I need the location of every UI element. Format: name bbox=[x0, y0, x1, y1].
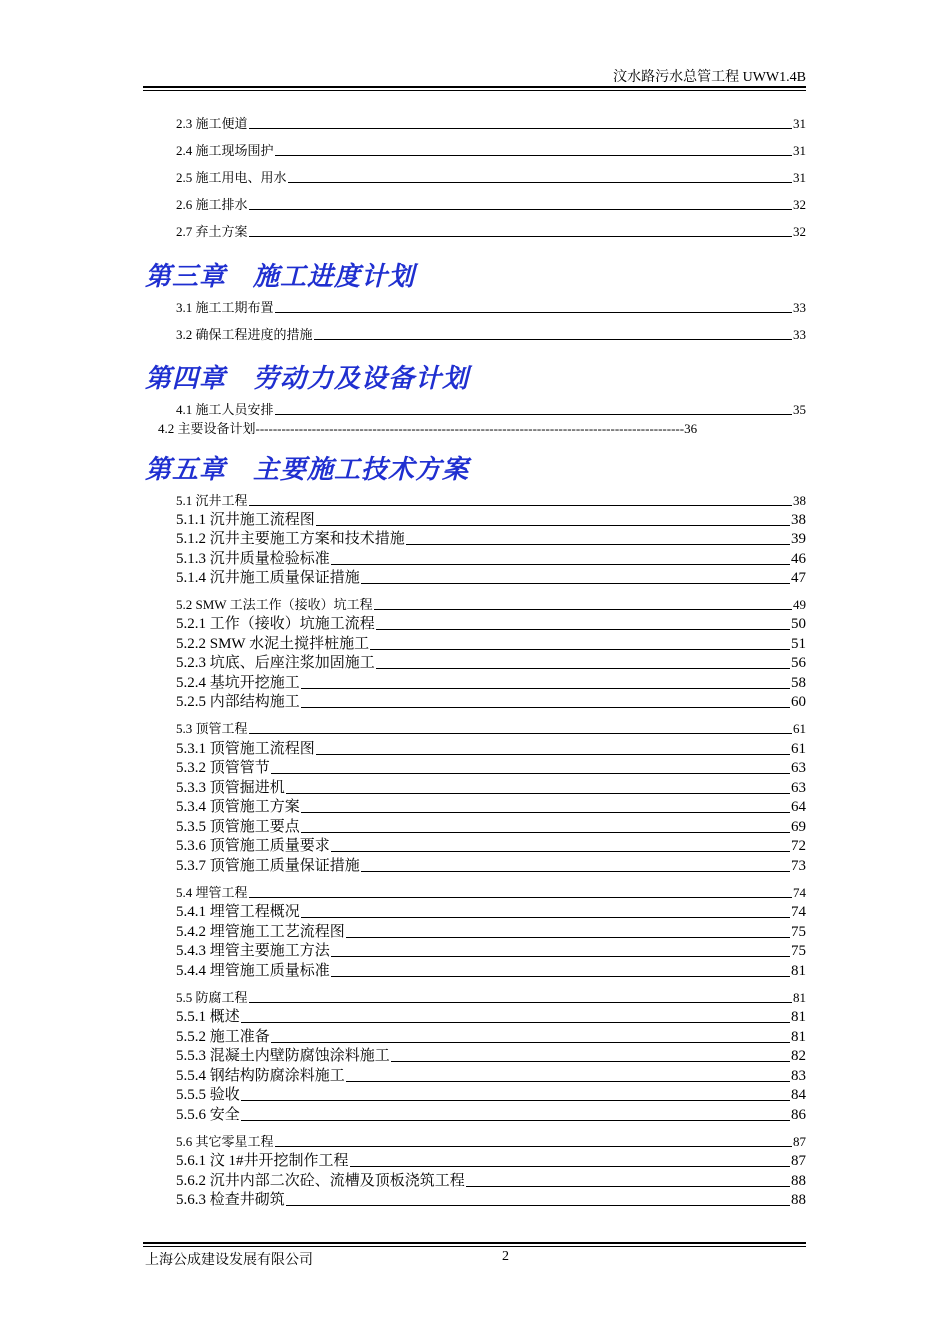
toc-entry-label: 3.1 施工工期布置 bbox=[176, 300, 274, 315]
toc-entry-label: 5.3 顶管工程 bbox=[176, 721, 248, 736]
toc-entry-label: 5.2.4 基坑开挖施工 bbox=[176, 675, 300, 691]
toc-leader-line bbox=[314, 339, 792, 340]
toc-entry-page: 81 bbox=[791, 963, 806, 979]
toc-entry[interactable] bbox=[176, 1106, 806, 1124]
toc-entry[interactable] bbox=[176, 300, 806, 316]
toc-entry[interactable] bbox=[176, 615, 806, 633]
toc-entry[interactable] bbox=[176, 1152, 806, 1170]
toc-entry[interactable] bbox=[176, 798, 806, 816]
toc-leader-line bbox=[331, 564, 790, 565]
toc-entry-label: 5.5.3 混凝土内壁防腐蚀涂料施工 bbox=[176, 1048, 390, 1064]
toc-leader-line bbox=[316, 525, 790, 526]
toc-entry-label: 5.5 防腐工程 bbox=[176, 990, 248, 1005]
toc-entry-label: 5.4.1 埋管工程概况 bbox=[176, 904, 300, 920]
footer-company: 上海公成建设发展有限公司 bbox=[145, 1253, 313, 1268]
toc-entry-page: 61 bbox=[793, 721, 806, 736]
toc-leader-line bbox=[466, 1186, 790, 1187]
toc-entry[interactable] bbox=[176, 1067, 806, 1085]
toc-leader-line bbox=[376, 629, 790, 630]
header-title: 汶水路污水总管工程 UWW1.4B bbox=[613, 70, 806, 85]
toc-leader-line bbox=[275, 155, 792, 156]
toc-entry[interactable] bbox=[176, 857, 806, 875]
toc-entry-page: 75 bbox=[791, 943, 806, 959]
toc-entry-label: 5.1.1 沉井施工流程图 bbox=[176, 512, 315, 528]
toc-leader-line bbox=[249, 897, 792, 898]
toc-leader-line bbox=[275, 1146, 792, 1147]
toc-entry[interactable] bbox=[176, 1134, 806, 1150]
toc-leader-line bbox=[249, 1002, 792, 1003]
toc-entry[interactable] bbox=[176, 224, 806, 240]
toc-entry[interactable] bbox=[176, 903, 806, 921]
toc-entry[interactable] bbox=[176, 693, 806, 711]
toc-entry[interactable] bbox=[176, 143, 806, 159]
toc-entry-page: 74 bbox=[791, 904, 806, 920]
toc-entry-page: 74 bbox=[793, 885, 806, 900]
toc-entry[interactable] bbox=[176, 654, 806, 672]
toc-entry-4-2: 4.2 主要设备计划---------------------------------------------------------------------------------------------------36 bbox=[158, 421, 698, 436]
toc-entry-page: 69 bbox=[791, 819, 806, 835]
toc-entry[interactable] bbox=[176, 569, 806, 587]
toc-entry-page: 87 bbox=[793, 1134, 806, 1149]
toc-entry-page: 83 bbox=[791, 1068, 806, 1084]
footer-rule bbox=[143, 1242, 806, 1244]
toc-entry[interactable] bbox=[176, 818, 806, 836]
toc-leader-line bbox=[271, 1042, 790, 1043]
toc-entry[interactable] bbox=[176, 779, 806, 797]
toc-entry-label: 5.4 埋管工程 bbox=[176, 885, 248, 900]
toc-entry-label: 5.6.1 汶 1#井开挖制作工程 bbox=[176, 1153, 349, 1169]
toc-entry[interactable] bbox=[176, 635, 806, 653]
toc-leader-line bbox=[241, 1120, 790, 1121]
toc-entry-page: 38 bbox=[793, 493, 806, 508]
chapter-3-heading: 第三章 施工进度计划 bbox=[145, 262, 416, 292]
chapter-4-heading: 第四章 劳动力及设备计划 bbox=[145, 364, 470, 394]
toc-entry[interactable] bbox=[176, 1086, 806, 1104]
toc-leader-line bbox=[301, 812, 790, 813]
toc-entry[interactable] bbox=[176, 1047, 806, 1065]
toc-entry-page: 38 bbox=[791, 512, 806, 528]
toc-entry[interactable] bbox=[176, 674, 806, 692]
toc-entry-label: 4.1 施工人员安排 bbox=[176, 402, 274, 417]
toc-entry-label: 5.6 其它零星工程 bbox=[176, 1134, 274, 1149]
toc-entry-label: 5.2.5 内部结构施工 bbox=[176, 694, 300, 710]
toc-entry[interactable] bbox=[176, 923, 806, 941]
toc-leader-line bbox=[331, 976, 790, 977]
toc-leader-line bbox=[249, 505, 792, 506]
toc-leader-line bbox=[361, 583, 790, 584]
toc-entry-label: 5.4.2 埋管施工工艺流程图 bbox=[176, 924, 345, 940]
toc-entry-label: 5.3.5 顶管施工要点 bbox=[176, 819, 300, 835]
toc-leader-line bbox=[249, 209, 792, 210]
toc-leader-line bbox=[288, 182, 792, 183]
toc-entry-page: 88 bbox=[791, 1192, 806, 1208]
toc-entry-page: 87 bbox=[791, 1153, 806, 1169]
toc-leader-line bbox=[301, 832, 790, 833]
toc-entry-label: 2.7 弃土方案 bbox=[176, 224, 248, 239]
toc-entry-label: 5.5.2 施工准备 bbox=[176, 1029, 270, 1045]
toc-entry[interactable] bbox=[176, 170, 806, 186]
toc-leader-line bbox=[241, 1022, 790, 1023]
toc-entry-label: 5.2 SMW 工法工作（接收）坑工程 bbox=[176, 597, 373, 612]
toc-entry[interactable] bbox=[176, 942, 806, 960]
toc-entry-label: 2.4 施工现场围护 bbox=[176, 143, 274, 158]
toc-entry-label: 5.5.6 安全 bbox=[176, 1107, 240, 1123]
toc-entry[interactable] bbox=[176, 1028, 806, 1046]
toc-leader-line bbox=[374, 609, 792, 610]
toc-entry-page: 81 bbox=[791, 1009, 806, 1025]
toc-entry[interactable] bbox=[176, 116, 806, 132]
toc-entry[interactable] bbox=[176, 740, 806, 758]
toc-entry-label: 5.5.1 概述 bbox=[176, 1009, 240, 1025]
toc-entry-label: 5.5.4 钢结构防腐涂料施工 bbox=[176, 1068, 345, 1084]
toc-leader-line bbox=[241, 1100, 790, 1101]
toc-entry[interactable] bbox=[176, 962, 806, 980]
toc-entry-page: 47 bbox=[791, 570, 806, 586]
toc-entry-label: 5.3.3 顶管掘进机 bbox=[176, 780, 285, 796]
toc-leader-line bbox=[331, 956, 790, 957]
toc-leader-line bbox=[271, 773, 790, 774]
toc-entry-page: 72 bbox=[791, 838, 806, 854]
toc-entry-page: 84 bbox=[791, 1087, 806, 1103]
toc-leader-line bbox=[350, 1166, 790, 1167]
toc-leader-line bbox=[301, 917, 790, 918]
toc-leader-line bbox=[331, 851, 790, 852]
toc-entry-page: 31 bbox=[793, 170, 806, 185]
toc-entry-page: 73 bbox=[791, 858, 806, 874]
toc-entry[interactable] bbox=[176, 1172, 806, 1190]
footer-page-number: 2 bbox=[502, 1249, 509, 1264]
toc-entry-page: 31 bbox=[793, 116, 806, 131]
toc-entry-label: 5.1.3 沉井质量检验标准 bbox=[176, 551, 330, 567]
toc-entry-page: 86 bbox=[791, 1107, 806, 1123]
toc-leader-line bbox=[275, 414, 792, 415]
toc-leader-line bbox=[391, 1061, 790, 1062]
toc-entry[interactable] bbox=[176, 327, 806, 343]
toc-entry-label: 5.2.2 SMW 水泥土搅拌桩施工 bbox=[176, 636, 370, 652]
toc-entry[interactable] bbox=[176, 990, 806, 1006]
toc-entry-page: 51 bbox=[791, 636, 806, 652]
toc-entry-page: 56 bbox=[791, 655, 806, 671]
toc-entry-page: 31 bbox=[793, 143, 806, 158]
toc-entry[interactable] bbox=[176, 511, 806, 529]
toc-entry-label: 5.3.1 顶管施工流程图 bbox=[176, 741, 315, 757]
toc-leader-line bbox=[301, 707, 790, 708]
toc-entry-page: 33 bbox=[793, 300, 806, 315]
toc-entry-page: 50 bbox=[791, 616, 806, 632]
toc-entry[interactable] bbox=[176, 550, 806, 568]
toc-entry[interactable] bbox=[176, 1008, 806, 1026]
toc-entry[interactable] bbox=[176, 197, 806, 213]
toc-entry-page: 32 bbox=[793, 224, 806, 239]
toc-leader-line bbox=[406, 544, 790, 545]
toc-leader-line bbox=[286, 1205, 790, 1206]
toc-entry-label: 5.4.4 埋管施工质量标准 bbox=[176, 963, 330, 979]
toc-leader-line bbox=[286, 793, 790, 794]
toc-leader-line bbox=[249, 733, 792, 734]
toc-entry-label: 2.5 施工用电、用水 bbox=[176, 170, 287, 185]
toc-entry-label: 5.1.4 沉井施工质量保证措施 bbox=[176, 570, 360, 586]
toc-leader-line bbox=[249, 236, 792, 237]
toc-entry-label: 5.3.7 顶管施工质量保证措施 bbox=[176, 858, 360, 874]
toc-leader-line bbox=[361, 871, 790, 872]
toc-entry-page: 60 bbox=[791, 694, 806, 710]
toc-entry[interactable] bbox=[176, 530, 806, 548]
toc-entry[interactable] bbox=[176, 402, 806, 418]
toc-entry-page: 46 bbox=[791, 551, 806, 567]
toc-entry-label: 5.1 沉井工程 bbox=[176, 493, 248, 508]
toc-leader-line bbox=[301, 688, 790, 689]
toc-entry-page: 39 bbox=[791, 531, 806, 547]
toc-entry[interactable] bbox=[176, 837, 806, 855]
toc-entry-page: 58 bbox=[791, 675, 806, 691]
toc-entry-label: 5.2.1 工作（接收）坑施工流程 bbox=[176, 616, 375, 632]
header-rule-thin bbox=[143, 90, 806, 91]
toc-entry-label: 5.5.5 验收 bbox=[176, 1087, 240, 1103]
footer-rule-thin bbox=[143, 1246, 806, 1247]
toc-entry-page: 81 bbox=[793, 990, 806, 1005]
toc-entry-label: 5.6.2 沉井内部二次砼、流槽及顶板浇筑工程 bbox=[176, 1173, 465, 1189]
toc-leader-line bbox=[346, 937, 790, 938]
toc-leader-line bbox=[249, 128, 792, 129]
toc-entry-label: 5.4.3 埋管主要施工方法 bbox=[176, 943, 330, 959]
toc-entry-page: 49 bbox=[793, 597, 806, 612]
toc-entry-page: 32 bbox=[793, 197, 806, 212]
toc-entry-label: 5.2.3 坑底、后座注浆加固施工 bbox=[176, 655, 375, 671]
toc-entry[interactable] bbox=[176, 885, 806, 901]
toc-entry-label: 2.3 施工便道 bbox=[176, 116, 248, 131]
toc-entry-label: 5.1.2 沉井主要施工方案和技术措施 bbox=[176, 531, 405, 547]
toc-entry-page: 61 bbox=[791, 741, 806, 757]
toc-entry-label: 3.2 确保工程进度的措施 bbox=[176, 327, 313, 342]
toc-entry-label: 5.6.3 检查井砌筑 bbox=[176, 1192, 285, 1208]
toc-entry[interactable] bbox=[176, 759, 806, 777]
toc-entry-label: 5.3.6 顶管施工质量要求 bbox=[176, 838, 330, 854]
toc-entry[interactable] bbox=[176, 597, 806, 613]
toc-entry-page: 33 bbox=[793, 327, 806, 342]
toc-entry[interactable] bbox=[176, 721, 806, 737]
chapter-5-heading: 第五章 主要施工技术方案 bbox=[145, 455, 470, 485]
toc-entry[interactable] bbox=[176, 1191, 806, 1209]
header-rule bbox=[143, 86, 806, 88]
toc-entry-label: 2.6 施工排水 bbox=[176, 197, 248, 212]
toc-entry-label: 5.3.4 顶管施工方案 bbox=[176, 799, 300, 815]
toc-entry-label: 5.3.2 顶管管节 bbox=[176, 760, 270, 776]
toc-entry-page: 75 bbox=[791, 924, 806, 940]
toc-leader-line bbox=[275, 312, 792, 313]
toc-entry-page: 63 bbox=[791, 760, 806, 776]
toc-entry-page: 63 bbox=[791, 780, 806, 796]
toc-leader-line bbox=[346, 1081, 790, 1082]
toc-leader-line bbox=[370, 649, 790, 650]
toc-entry-page: 88 bbox=[791, 1173, 806, 1189]
toc-entry[interactable] bbox=[176, 493, 806, 509]
toc-leader-line bbox=[316, 754, 790, 755]
toc-entry-page: 35 bbox=[793, 402, 806, 417]
toc-entry-page: 64 bbox=[791, 799, 806, 815]
toc-leader-line bbox=[376, 668, 790, 669]
toc-entry-page: 82 bbox=[791, 1048, 806, 1064]
toc-entry-page: 81 bbox=[791, 1029, 806, 1045]
